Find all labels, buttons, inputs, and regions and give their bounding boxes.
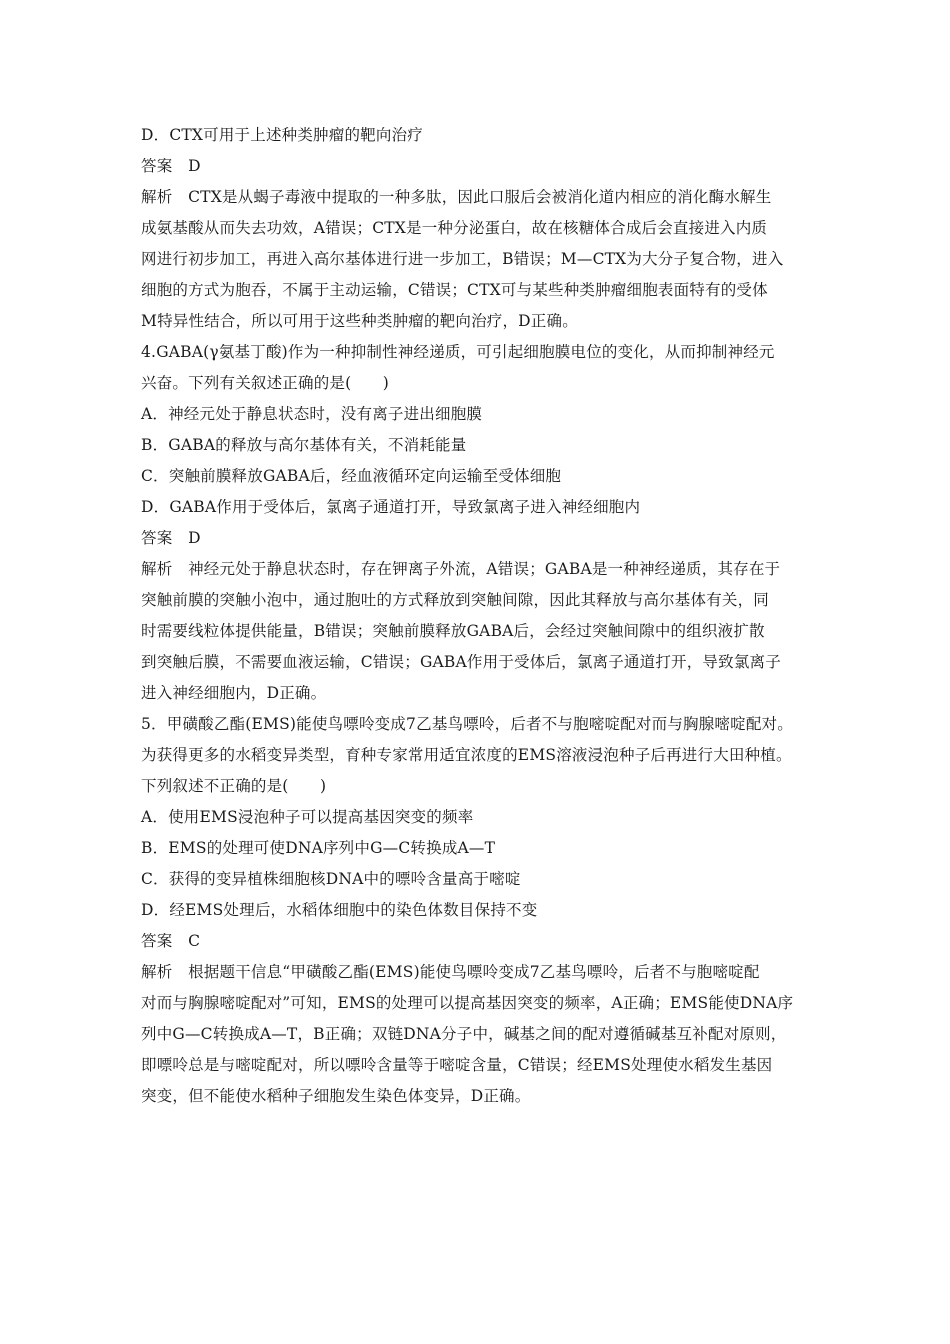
option-d-q5: D．经EMS处理后，水稻体细胞中的染色体数目保持不变: [141, 901, 538, 919]
option-a-q5: A．使用EMS浸泡种子可以提高基因突变的频率: [141, 808, 474, 826]
analysis-q5-line-2: 对而与胸腺嘧啶配对”可知，EMS的处理可以提高基因突变的频率，A正确；EMS能使DNA序: [141, 994, 794, 1012]
option-a-q4: A．神经元处于静息状态时，没有离子进出细胞膜: [141, 405, 483, 423]
question-5-line-1: 5．甲磺酸乙酯(EMS)能使鸟嘌呤变成7乙基鸟嘌呤，后者不与胞嘧啶配对而与胸腺嘧啶配对。: [141, 715, 793, 733]
question-5-line-2: 为获得更多的水稻变异类型，育种专家常用适宜浓度的EMS溶液浸泡种子后再进行大田种植。: [141, 746, 792, 764]
analysis-q3-line-3: 网进行初步加工，再进入高尔基体进行进一步加工，B错误；M—CTX为大分子复合物，进入: [141, 250, 784, 268]
document-body: [141, 120, 821, 1112]
option-d-q3: D．CTX可用于上述种类肿瘤的靶向治疗: [141, 126, 423, 144]
option-c-q4: C．突触前膜释放GABA后，经血液循环定向运输至受体细胞: [141, 467, 562, 485]
question-4-line-2: 兴奋。下列有关叙述正确的是( ): [141, 374, 389, 392]
analysis-q5-line-5: 突变，但不能使水稻种子细胞发生染色体变异，D正确。: [141, 1087, 531, 1105]
analysis-q4-line-5: 进入神经细胞内，D正确。: [141, 684, 327, 702]
option-c-q5: C．获得的变异植株细胞核DNA中的嘌呤含量高于嘧啶: [141, 870, 521, 888]
answer-q3: 答案 D: [141, 157, 201, 175]
analysis-q4-line-4: 到突触后膜，不需要血液运输，C错误；GABA作用于受体后，氯离子通道打开，导致氯离子: [141, 653, 781, 671]
analysis-q5-line-4: 即嘌呤总是与嘧啶配对，所以嘌呤含量等于嘧啶含量，C错误；经EMS处理使水稻发生基因: [141, 1056, 773, 1074]
analysis-q3-line-5: M特异性结合，所以可用于这些种类肿瘤的靶向治疗，D正确。: [141, 312, 578, 330]
option-d-q4: D．GABA作用于受体后，氯离子通道打开，导致氯离子进入神经细胞内: [141, 498, 641, 516]
analysis-q4-line-3: 时需要线粒体提供能量，B错误；突触前膜释放GABA后，会经过突触间隙中的组织液扩散: [141, 622, 765, 640]
analysis-q4-line-1: 解析 神经元处于静息状态时，存在钾离子外流，A错误；GABA是一种神经递质，其存在于: [141, 560, 781, 578]
analysis-q3-line-1: 解析 CTX是从蝎子毒液中提取的一种多肽，因此口服后会被消化道内相应的消化酶水解生: [141, 188, 772, 206]
answer-q5: 答案 C: [141, 932, 201, 950]
option-b-q4: B．GABA的释放与高尔基体有关，不消耗能量: [141, 436, 467, 454]
analysis-q5-line-3: 列中G—C转换成A—T，B正确；双链DNA分子中，碱基之间的配对遵循碱基互补配对原则，: [141, 1025, 787, 1043]
answer-q4: 答案 D: [141, 529, 201, 547]
question-4-line-1: 4.GABA(γ氨基丁酸)作为一种抑制性神经递质，可引起细胞膜电位的变化，从而抑制神经元: [141, 343, 775, 361]
question-5-line-3: 下列叙述不正确的是( ): [141, 777, 327, 795]
analysis-q3-line-4: 细胞的方式为胞吞，不属于主动运输，C错误；CTX可与某些种类肿瘤细胞表面特有的受体: [141, 281, 768, 299]
analysis-q3-line-2: 成氨基酸从而失去功效，A错误；CTX是一种分泌蛋白，故在核糖体合成后会直接进入内质: [141, 219, 768, 237]
option-b-q5: B．EMS的处理可使DNA序列中G—C转换成A—T: [141, 839, 496, 857]
analysis-q5-line-1: 解析 根据题干信息“甲磺酸乙酯(EMS)能使鸟嘌呤变成7乙基鸟嘌呤，后者不与胞嘧啶配: [141, 963, 760, 981]
analysis-q4-line-2: 突触前膜的突触小泡中，通过胞吐的方式释放到突触间隙，因此其释放与高尔基体有关，同: [141, 591, 770, 609]
